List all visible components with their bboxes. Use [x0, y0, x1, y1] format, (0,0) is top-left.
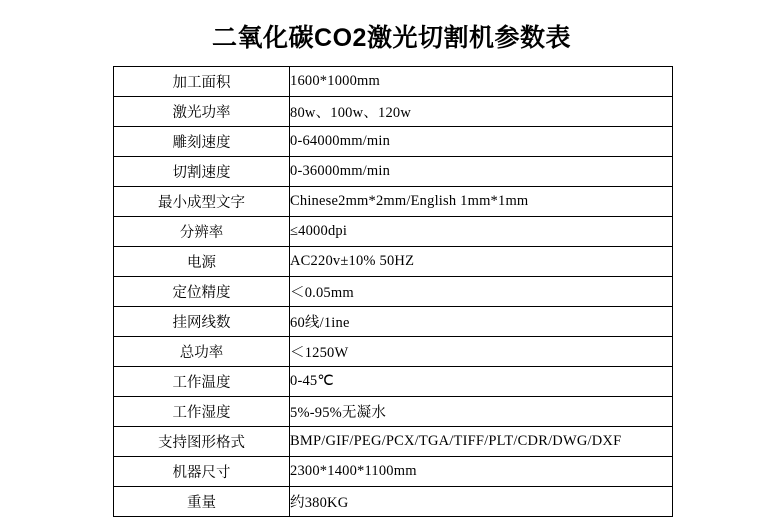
table-row	[114, 187, 673, 217]
table-row	[114, 307, 673, 337]
table-row	[114, 457, 673, 487]
row-label: 加工面积	[114, 67, 290, 97]
row-value: ＜0.05mm	[290, 277, 673, 307]
row-value: Chinese2mm*2mm/English 1mm*1mm	[290, 187, 673, 217]
table-row	[114, 157, 673, 187]
row-label: 挂网线数	[114, 307, 290, 337]
spec-table-body	[114, 67, 673, 517]
row-value: 5%-95%无凝水	[290, 397, 673, 427]
row-label: 最小成型文字	[114, 187, 290, 217]
row-value: 0-36000mm/min	[290, 157, 673, 187]
table-row	[114, 127, 673, 157]
row-value: 1600*1000mm	[290, 67, 673, 97]
row-label: 激光功率	[114, 97, 290, 127]
table-row	[114, 97, 673, 127]
table-row	[114, 427, 673, 457]
table-row	[114, 67, 673, 97]
row-value: 约380KG	[290, 487, 673, 517]
table-row	[114, 277, 673, 307]
row-value: ＜1250W	[290, 337, 673, 367]
row-label: 工作湿度	[114, 397, 290, 427]
row-value: BMP/GIF/PEG/PCX/TGA/TIFF/PLT/CDR/DWG/DXF	[290, 427, 673, 457]
table-row	[114, 397, 673, 427]
row-label: 总功率	[114, 337, 290, 367]
row-value: 0-64000mm/min	[290, 127, 673, 157]
row-value: ≤4000dpi	[290, 217, 673, 247]
row-label: 分辨率	[114, 217, 290, 247]
row-label: 工作温度	[114, 367, 290, 397]
row-label: 电源	[114, 247, 290, 277]
spec-table-container	[0, 66, 783, 517]
table-row	[114, 217, 673, 247]
table-row	[114, 247, 673, 277]
row-value: 2300*1400*1100mm	[290, 457, 673, 487]
row-value: 80w、100w、120w	[290, 97, 673, 127]
row-label: 切割速度	[114, 157, 290, 187]
row-label: 支持图形格式	[114, 427, 290, 457]
row-label: 机器尺寸	[114, 457, 290, 487]
table-row	[114, 367, 673, 397]
page-title: 二氧化碳CO2激光切割机参数表	[212, 24, 571, 52]
spec-table	[113, 66, 673, 517]
table-row	[114, 337, 673, 367]
row-label: 定位精度	[114, 277, 290, 307]
row-value: AC220v±10% 50HZ	[290, 247, 673, 277]
row-value: 0-45℃	[290, 367, 673, 397]
table-row	[114, 487, 673, 517]
row-label: 雕刻速度	[114, 127, 290, 157]
row-label: 重量	[114, 487, 290, 517]
row-value: 60线/1ine	[290, 307, 673, 337]
